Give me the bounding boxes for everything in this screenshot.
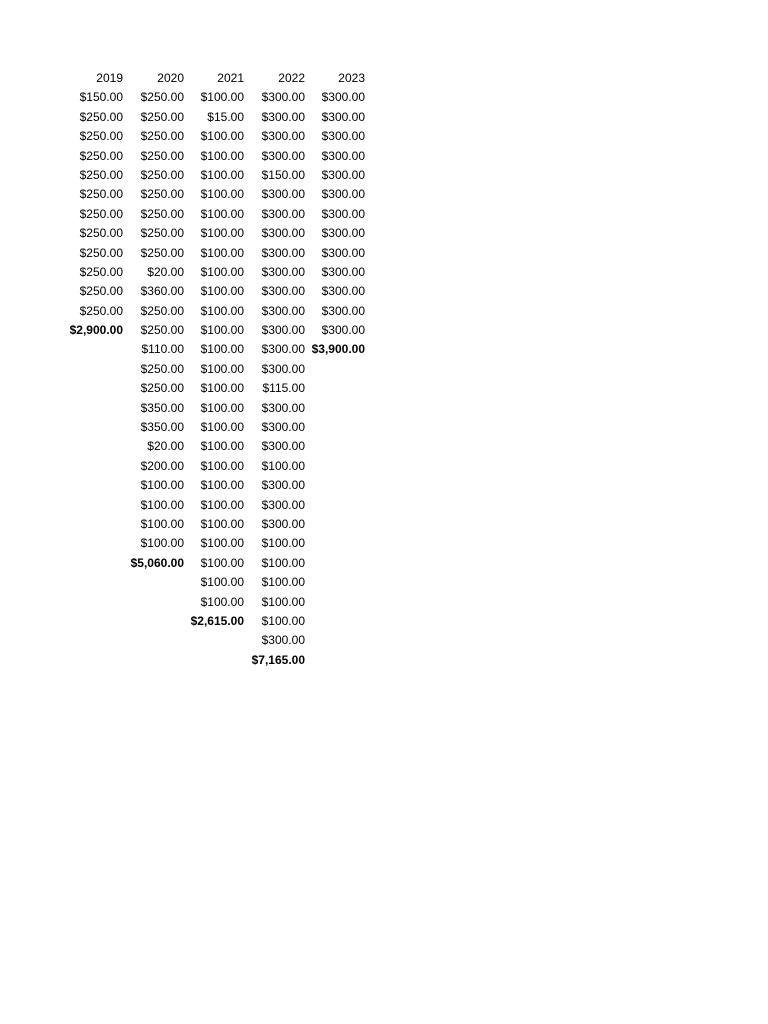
column-2023	[304, 69, 365, 360]
value-cell[interactable]: $250.00	[79, 187, 123, 202]
column-2019	[62, 69, 123, 340]
value-cell[interactable]: $250.00	[140, 226, 184, 241]
value-cell[interactable]: $350.00	[140, 400, 184, 415]
value-cell[interactable]: $300.00	[321, 187, 365, 202]
value-cell[interactable]: $300.00	[321, 264, 365, 279]
value-cell[interactable]: $100.00	[261, 575, 305, 590]
value-cell[interactable]: $300.00	[261, 264, 305, 279]
value-cell[interactable]: $100.00	[140, 497, 184, 512]
value-cell[interactable]: $100.00	[200, 381, 244, 396]
value-cell[interactable]: $250.00	[140, 90, 184, 105]
value-cell[interactable]: $115.00	[262, 381, 305, 396]
value-cell[interactable]: $200.00	[140, 458, 184, 473]
value-cell[interactable]: $300.00	[321, 167, 365, 182]
value-cell[interactable]: $300.00	[261, 516, 305, 531]
value-cell[interactable]: $300.00	[261, 187, 305, 202]
column-2021	[183, 69, 244, 631]
value-cell[interactable]: $100.00	[200, 536, 244, 551]
value-cell[interactable]: $100.00	[200, 303, 244, 318]
value-cell[interactable]: $100.00	[200, 245, 244, 260]
value-cell[interactable]: $100.00	[261, 555, 305, 570]
value-cell[interactable]: $100.00	[140, 516, 184, 531]
value-cell[interactable]: $250.00	[140, 361, 184, 376]
value-cell[interactable]: $100.00	[200, 478, 244, 493]
value-cell[interactable]: $100.00	[200, 148, 244, 163]
value-cell[interactable]: $300.00	[261, 148, 305, 163]
total-cell[interactable]: $7,165.00	[251, 652, 305, 667]
value-cell[interactable]: $100.00	[200, 226, 244, 241]
value-cell[interactable]: $100.00	[200, 439, 244, 454]
value-cell[interactable]: $250.00	[140, 187, 184, 202]
value-cell[interactable]: $100.00	[200, 167, 244, 182]
value-cell[interactable]: $300.00	[261, 420, 305, 435]
value-cell[interactable]: $100.00	[200, 284, 244, 299]
value-cell[interactable]: $300.00	[261, 361, 305, 376]
column-header[interactable]: 2019	[96, 71, 123, 85]
value-cell[interactable]: $250.00	[79, 129, 123, 144]
value-cell[interactable]: $300.00	[261, 303, 305, 318]
value-cell[interactable]: $300.00	[321, 323, 365, 338]
value-cell[interactable]: $300.00	[321, 226, 365, 241]
value-cell[interactable]: $250.00	[140, 303, 184, 318]
value-cell[interactable]: $100.00	[140, 536, 184, 551]
value-cell[interactable]: $250.00	[79, 148, 123, 163]
value-cell[interactable]: $100.00	[261, 594, 305, 609]
value-cell[interactable]: $300.00	[321, 284, 365, 299]
value-cell[interactable]: $100.00	[200, 420, 244, 435]
value-cell[interactable]: $300.00	[261, 109, 305, 124]
value-cell[interactable]: $250.00	[79, 303, 123, 318]
value-cell[interactable]: $300.00	[261, 129, 305, 144]
value-cell[interactable]: $300.00	[261, 497, 305, 512]
value-cell[interactable]: $300.00	[321, 129, 365, 144]
total-cell[interactable]: $2,615.00	[190, 613, 244, 628]
column-2020	[123, 69, 184, 573]
value-cell[interactable]: $300.00	[261, 439, 305, 454]
value-cell[interactable]: $250.00	[79, 109, 123, 124]
value-cell[interactable]: $100.00	[140, 478, 184, 493]
value-cell[interactable]: $300.00	[321, 206, 365, 221]
value-cell[interactable]: $300.00	[261, 284, 305, 299]
total-cell[interactable]: $3,900.00	[311, 342, 365, 357]
total-cell[interactable]: $2,900.00	[69, 323, 123, 338]
value-cell[interactable]: $250.00	[140, 148, 184, 163]
value-cell[interactable]: $150.00	[79, 90, 123, 105]
value-cell[interactable]: $100.00	[200, 264, 244, 279]
value-cell[interactable]: $150.00	[261, 167, 305, 182]
column-header[interactable]: 2021	[217, 71, 244, 85]
value-cell[interactable]: $250.00	[79, 206, 123, 221]
value-cell[interactable]: $100.00	[200, 516, 244, 531]
value-cell[interactable]: $250.00	[140, 167, 184, 182]
value-cell[interactable]: $300.00	[261, 226, 305, 241]
value-cell[interactable]: $300.00	[321, 245, 365, 260]
value-cell[interactable]: $100.00	[200, 555, 244, 570]
value-cell[interactable]: $100.00	[261, 458, 305, 473]
value-cell[interactable]: $250.00	[140, 129, 184, 144]
value-cell[interactable]: $360.00	[140, 284, 184, 299]
value-cell[interactable]: $110.00	[141, 342, 184, 357]
value-cell[interactable]: $300.00	[261, 245, 305, 260]
value-cell[interactable]: $300.00	[261, 478, 305, 493]
value-cell[interactable]: $100.00	[261, 536, 305, 551]
value-cell[interactable]: $250.00	[79, 167, 123, 182]
value-cell[interactable]: $100.00	[200, 497, 244, 512]
value-cell[interactable]: $250.00	[140, 245, 184, 260]
value-cell[interactable]: $250.00	[79, 284, 123, 299]
value-cell[interactable]: $20.00	[147, 439, 184, 454]
total-cell[interactable]: $5,060.00	[130, 555, 184, 570]
value-cell[interactable]: $300.00	[321, 148, 365, 163]
value-cell[interactable]: $100.00	[200, 206, 244, 221]
value-cell[interactable]: $100.00	[261, 613, 305, 628]
value-cell[interactable]: $250.00	[79, 264, 123, 279]
column-2022	[244, 69, 305, 670]
value-cell[interactable]: $350.00	[140, 420, 184, 435]
value-cell[interactable]: $100.00	[200, 575, 244, 590]
value-cell[interactable]: $20.00	[147, 264, 184, 279]
value-cell[interactable]: $300.00	[261, 633, 305, 648]
column-header[interactable]: 2022	[278, 71, 305, 85]
value-cell[interactable]: $300.00	[261, 206, 305, 221]
value-cell[interactable]: $100.00	[200, 400, 244, 415]
value-cell[interactable]: $250.00	[140, 206, 184, 221]
value-cell[interactable]: $250.00	[140, 109, 184, 124]
value-cell[interactable]: $300.00	[321, 90, 365, 105]
value-cell[interactable]: $100.00	[200, 129, 244, 144]
column-header[interactable]: 2023	[338, 71, 365, 85]
value-cell[interactable]: $100.00	[200, 458, 244, 473]
value-cell[interactable]: $300.00	[261, 323, 305, 338]
value-cell[interactable]: $250.00	[140, 323, 184, 338]
value-cell[interactable]: $250.00	[140, 381, 184, 396]
column-header[interactable]: 2020	[157, 71, 184, 85]
value-cell[interactable]: $100.00	[200, 342, 244, 357]
value-cell[interactable]: $100.00	[200, 361, 244, 376]
value-cell[interactable]: $300.00	[321, 109, 365, 124]
value-cell[interactable]: $100.00	[200, 594, 244, 609]
value-cell[interactable]: $300.00	[261, 400, 305, 415]
value-cell[interactable]: $250.00	[79, 226, 123, 241]
value-cell[interactable]: $300.00	[261, 342, 305, 357]
value-cell[interactable]: $300.00	[261, 90, 305, 105]
value-cell[interactable]: $100.00	[200, 187, 244, 202]
value-cell[interactable]: $100.00	[200, 90, 244, 105]
value-cell[interactable]: $15.00	[207, 109, 244, 124]
value-cell[interactable]: $100.00	[200, 323, 244, 338]
value-cell[interactable]: $250.00	[79, 245, 123, 260]
value-cell[interactable]: $300.00	[321, 303, 365, 318]
